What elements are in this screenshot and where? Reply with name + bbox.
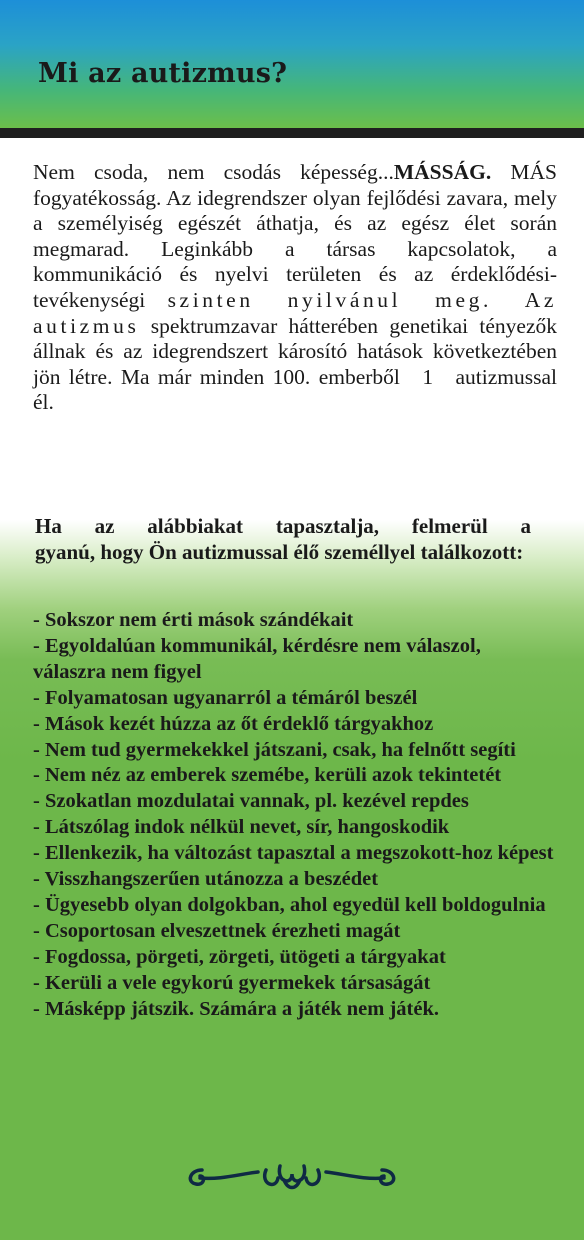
intro-paragraph <box>33 160 557 416</box>
intro-text-5: emberből 1 autizmussal él. <box>33 364 557 415</box>
symptom-item: - Nem néz az emberek szemébe, kerüli azok tekintetét <box>33 764 502 787</box>
symptom-item: - Sokszor nem érti mások szándékait <box>33 609 354 631</box>
symptoms-intro-line-1: Ha az alábbiakat tapasztalja, felmerül a <box>35 514 531 538</box>
intro-text-4: spektrumzavar hátterében genetikai tényezők állnak és az idegrendszert károsító hatások következtében jön létre. Ma már minden 100. <box>33 313 557 389</box>
symptoms-intro-rest: gyanú, hogy Ön autizmussal élő személlyel találkozott: <box>35 540 524 564</box>
symptoms-intro <box>35 513 531 565</box>
scroll-flourish-icon <box>180 1150 404 1198</box>
symptom-list <box>33 608 558 1023</box>
symptom-item: - Kerüli a vele egykorú gyermekek társaságát <box>33 971 431 994</box>
symptom-item: - Ügyesebb olyan dolgokban, ahol egyedül kell boldogulnia <box>33 893 546 916</box>
symptom-item: - Nem tud gyermekekkel játszani, csak, ha felnőtt segíti <box>33 738 516 761</box>
page-title: Mi az autizmus? <box>38 58 288 89</box>
symptom-item: - Folyamatosan ugyanarról a témáról beszél <box>33 686 418 709</box>
intro-text-3: szinten nyilvánul meg. Az autizmus <box>33 287 557 338</box>
symptom-item: - Ellenkezik, ha változást tapasztal a megszokott-hoz képest <box>33 842 554 865</box>
symptom-item: - Látszólag indok nélkül nevet, sír, hangoskodik <box>33 816 450 839</box>
symptom-item: - Csoportosan elveszettnek érezheti magát <box>33 919 401 942</box>
symptom-item: - Egyoldalúan kommunikál, kérdésre nem válaszol, válaszra nem figyel <box>33 634 481 683</box>
intro-text-1: Nem csoda, nem csodás képesség... <box>33 160 394 184</box>
symptom-item: - Visszhangszerűen utánozza a beszédet <box>33 868 379 891</box>
symptom-item: - Másképp játszik. Számára a játék nem játék. <box>33 997 439 1020</box>
intro-emphasis: MÁSSÁG. <box>393 160 492 184</box>
symptom-item: - Fogdossa, pörgeti, zörgeti, ütögeti a tárgyakat <box>33 945 446 968</box>
symptom-item: - Mások kezét húzza az őt érdeklő tárgyakhoz <box>33 712 434 735</box>
intro-text-2: MÁS fogyatékosság. Az idegrendszer olyan fejlődési zavara, mely a személyiség egészét áthatja, és az egész élet során megmarad. Leginkább a társas kapcsolatok, a kommunikáció és nyelvi területen és az érdeklődési-tevékenységi <box>33 160 557 312</box>
header-divider-bar <box>0 128 584 138</box>
symptom-item: - Szokatlan mozdulatai vannak, pl. kezével repdes <box>33 790 469 813</box>
